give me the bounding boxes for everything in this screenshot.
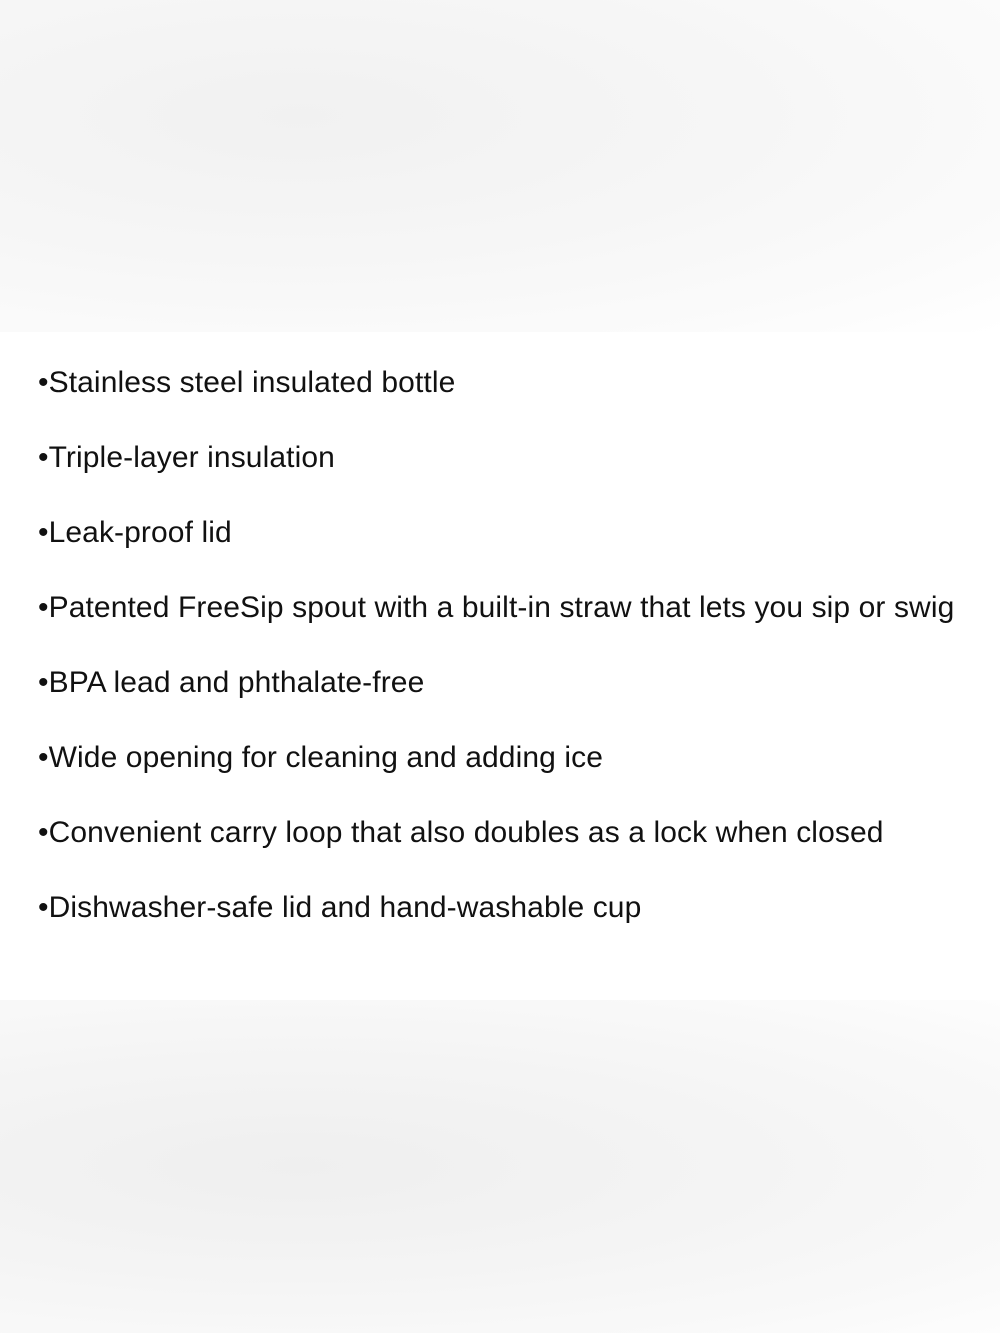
feature-item-leak-proof-lid: •Leak-proof lid (38, 516, 232, 549)
background-top (0, 0, 1000, 332)
feature-item-freesip-spout: •Patented FreeSip spout with a built-in straw that lets you sip or swig (38, 591, 955, 624)
feature-list (38, 359, 968, 959)
feature-item-dishwasher-safe: •Dishwasher-safe lid and hand-washable cup (38, 891, 642, 924)
feature-item-carry-loop: •Convenient carry loop that also doubles as a lock when closed (38, 816, 884, 849)
feature-card (0, 332, 1000, 1000)
background-bottom (0, 1000, 1000, 1333)
feature-item-triple-layer-insulation: •Triple-layer insulation (38, 441, 335, 474)
feature-item-insulated-bottle: •Stainless steel insulated bottle (38, 366, 456, 399)
feature-item-wide-opening: •Wide opening for cleaning and adding ice (38, 741, 603, 774)
feature-item-bpa-free: •BPA lead and phthalate-free (38, 666, 425, 699)
